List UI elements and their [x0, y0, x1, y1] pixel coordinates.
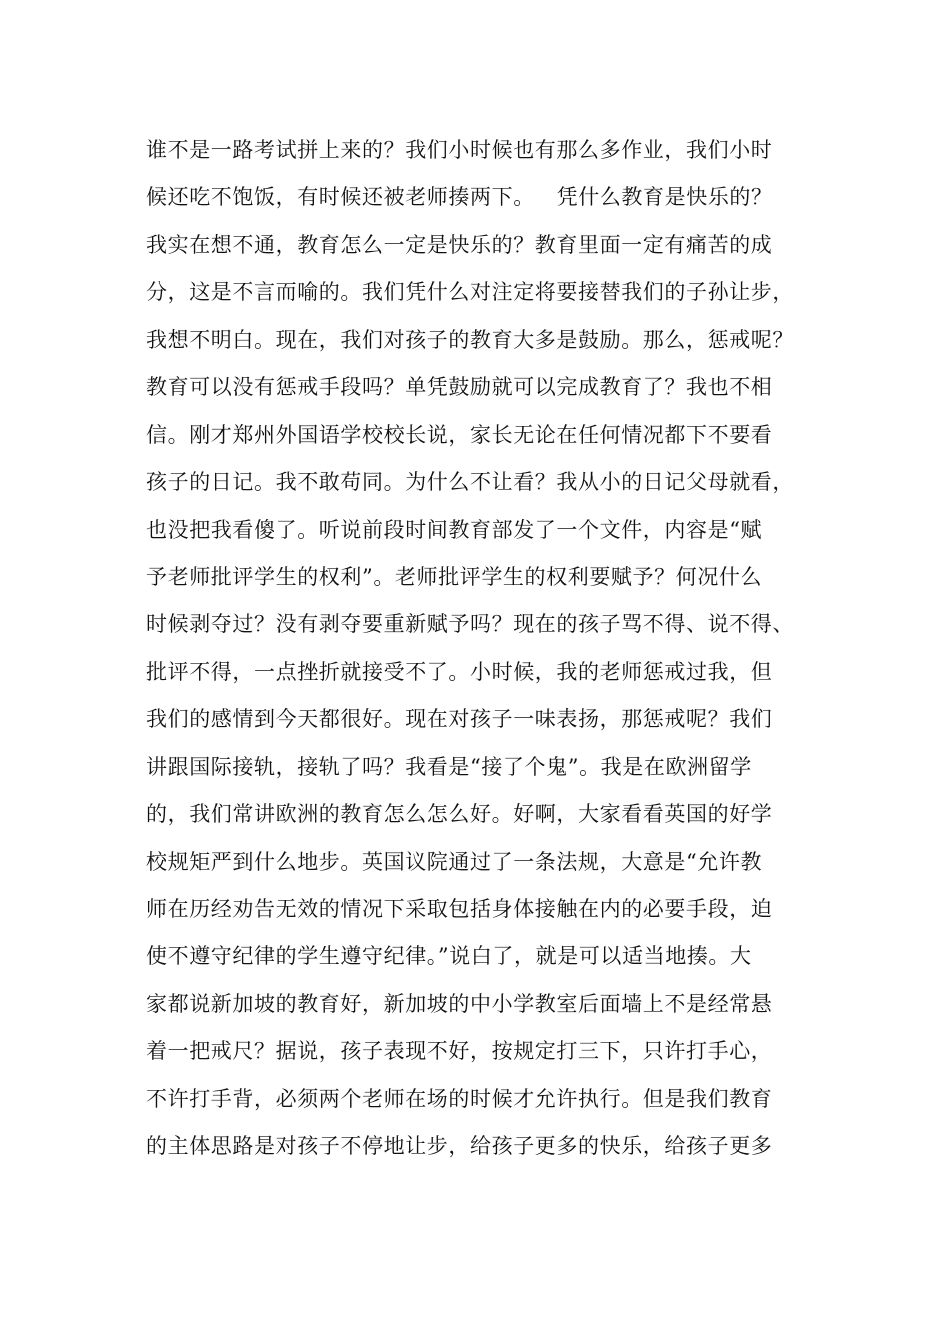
- text-line: 孩子的日记。我不敢苟同。为什么不让看？我从小的日记父母就看，: [146, 470, 794, 495]
- text-line: 时候剥夺过？没有剥夺要重新赋予吗？现在的孩子骂不得、说不得、: [146, 612, 794, 637]
- text-line: 的，我们常讲欧洲的教育怎么怎么好。好啊，大家看看英国的好学: [146, 802, 773, 827]
- text-line: 讲跟国际接轨，接轨了吗？我看是“接了个鬼”。我是在欧洲留学: [146, 754, 752, 779]
- text-line: 校规矩严到什么地步。英国议院通过了一条法规，大意是“允许教: [146, 849, 763, 874]
- text-line: 的主体思路是对孩子不停地让步，给孩子更多的快乐，给孩子更多: [146, 1134, 773, 1159]
- text-line: 批评不得，一点挫折就接受不了。小时候，我的老师惩戒过我，但: [146, 659, 773, 684]
- body-text: [146, 132, 846, 1176]
- text-line: 谁不是一路考试拼上来的？我们小时候也有那么多作业，我们小时: [146, 138, 773, 162]
- text-line: 分，这是不言而喻的。我们凭什么对注定将要接替我们的子孙让步，: [146, 280, 794, 305]
- text-line: 我想不明白。现在，我们对孩子的教育大多是鼓励。那么，惩戒呢？: [146, 327, 794, 352]
- text-line: 师在历经劝告无效的情况下采取包括身体接触在内的必要手段，迫: [146, 897, 773, 921]
- text-line: 家都说新加坡的教育好，新加坡的中小学教室后面墙上不是经常悬: [146, 991, 773, 1016]
- text-line: 教育可以没有惩戒手段吗？单凭鼓励就可以完成教育了？我也不相: [146, 375, 773, 400]
- text-line: 信。刚才郑州外国语学校校长说，家长无论在任何情况都下不要看: [146, 422, 773, 447]
- text-line: 不许打手背，必须两个老师在场的时候才允许执行。但是我们教育: [146, 1086, 773, 1111]
- text-line: 使不遵守纪律的学生遵守纪律。”说白了，就是可以适当地揍。大: [146, 944, 752, 969]
- text-line: 也没把我看傻了。听说前段时间教育部发了一个文件，内容是“赋: [146, 517, 763, 542]
- text-line: 着一把戒尺？据说，孩子表现不好，按规定打三下，只许打手心，: [146, 1039, 773, 1064]
- text-line: 我们的感情到今天都很好。现在对孩子一味表扬，那惩戒呢？我们: [146, 707, 773, 732]
- text-line: 候还吃不饱饭，有时候还被老师揍两下。 凭什么教育是快乐的？: [146, 185, 773, 210]
- text-line: 我实在想不通，教育怎么一定是快乐的？教育里面一定有痛苦的成: [146, 232, 773, 257]
- text-line: 予老师批评学生的权利”。老师批评学生的权利要赋予？何况什么: [146, 564, 763, 589]
